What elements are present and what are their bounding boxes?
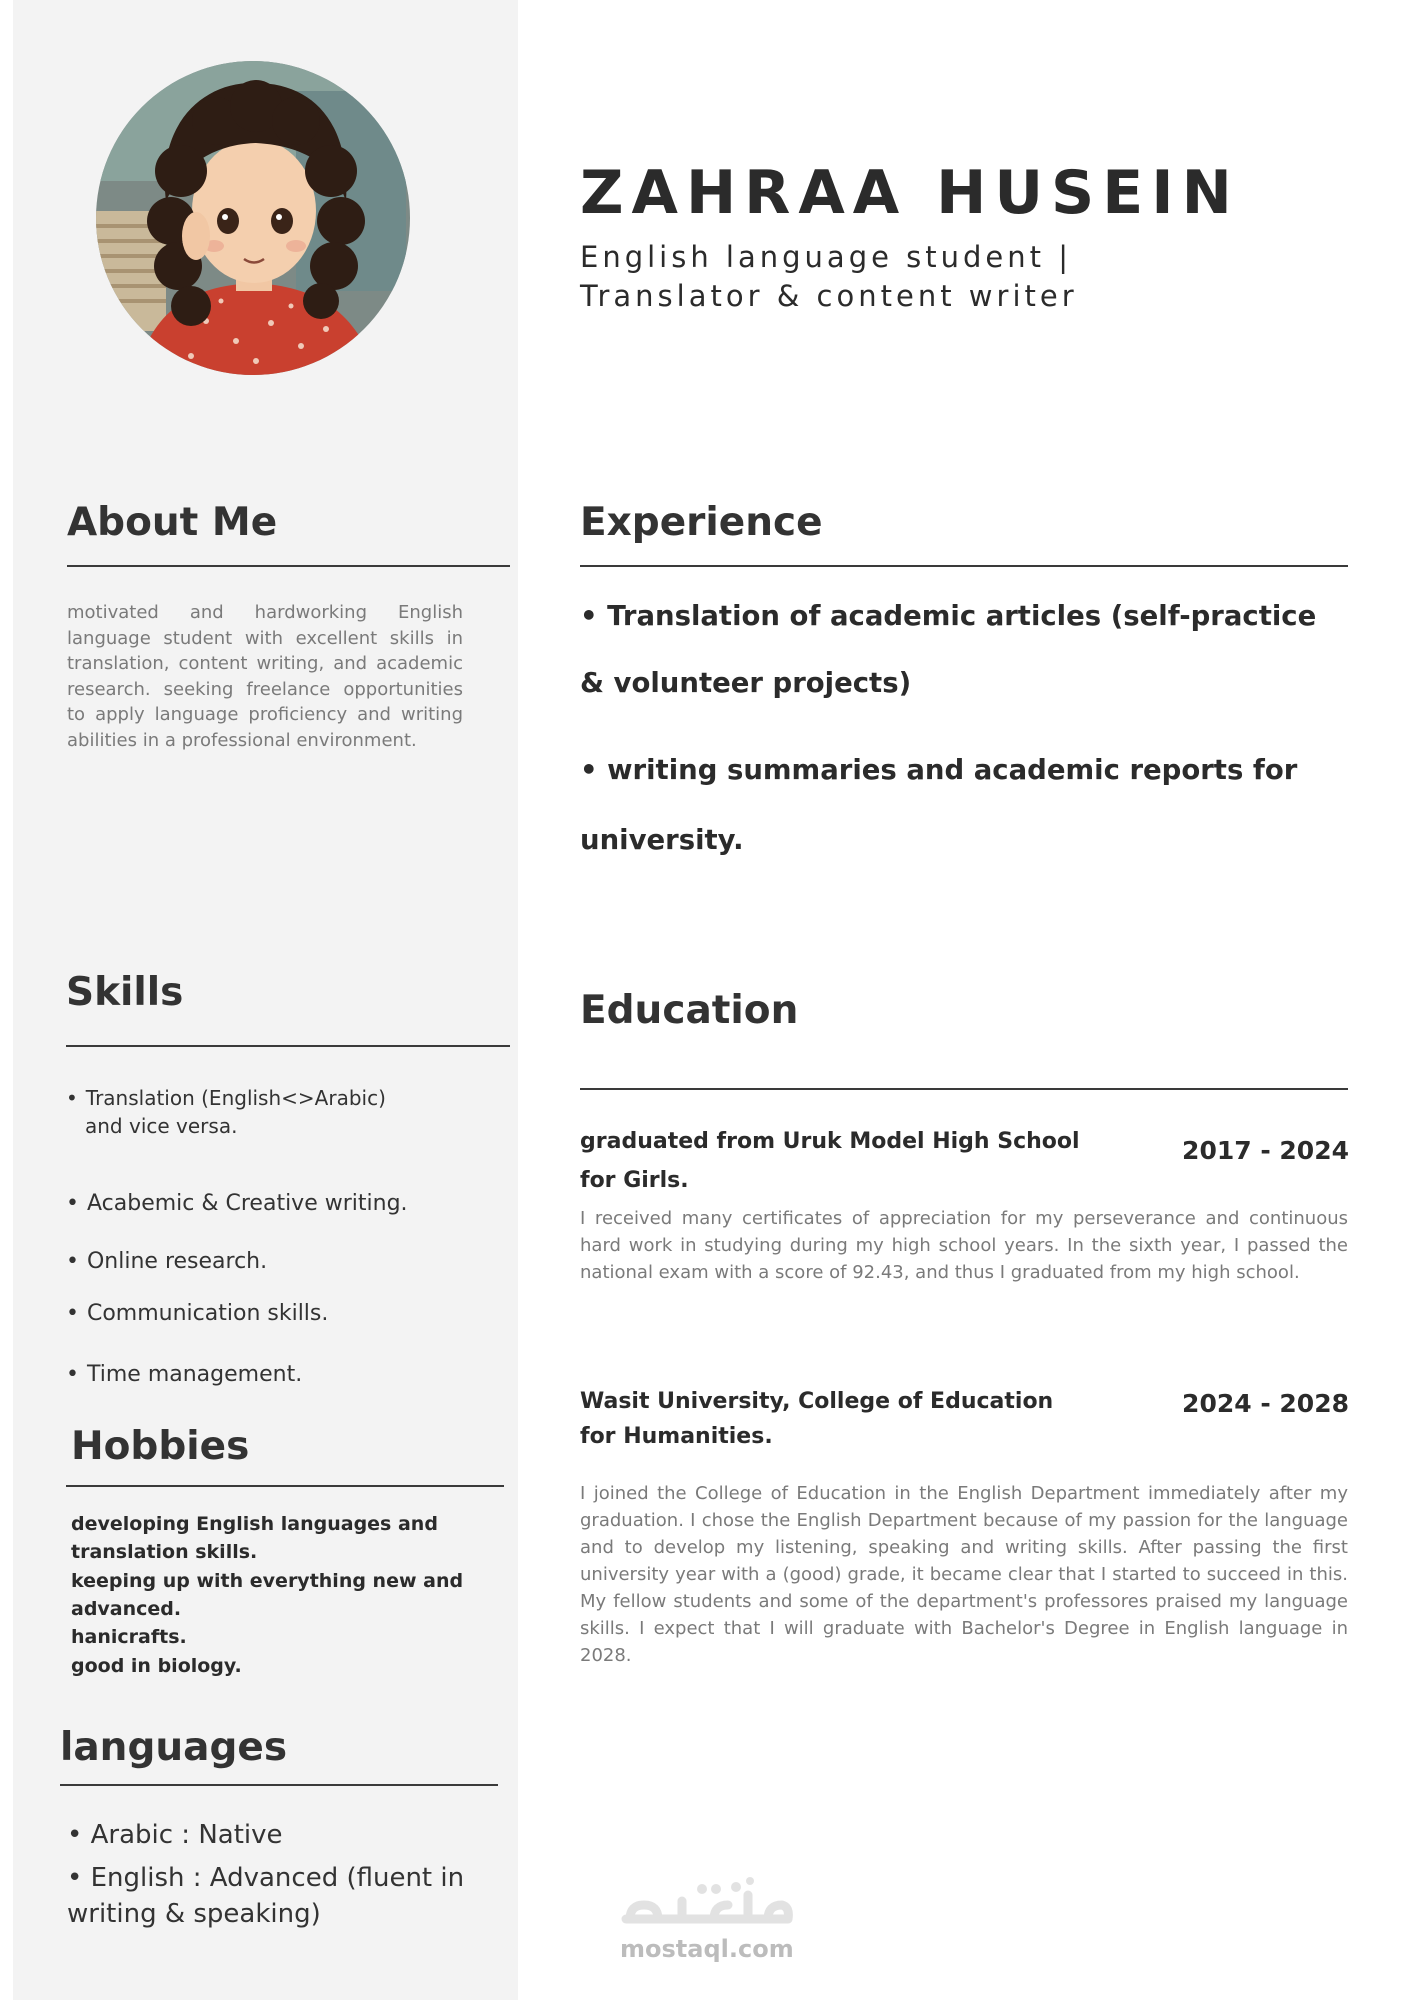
experience-divider [580, 565, 1348, 567]
bullet-icon: • [66, 1191, 79, 1216]
experience-item-1-line-1: • Translation of academic articles (self-practice [580, 600, 1317, 632]
subtitle-line-1: English language student | [580, 240, 1073, 274]
experience-heading: Experience [580, 500, 823, 545]
skills-divider [66, 1045, 510, 1047]
about-text: motivated and hardworking English language student with excellent skills in translation, content writing, and academic research. seeking freelance opportunities to apply language proficiency and writing abilities in a professional environment. [67, 602, 463, 751]
education-heading: Education [580, 988, 799, 1033]
person-name: ZAHRAA HUSEIN [580, 158, 1240, 228]
about-heading: About Me [67, 500, 278, 545]
education-entry-2-title: Wasit University, College of Education [580, 1389, 1054, 1414]
skill-item [66, 1084, 386, 1112]
bullet-icon: • [66, 1301, 79, 1326]
mostaql-watermark-text: mostaql.com [620, 1935, 794, 1963]
education-entry-2-years: 2024 - 2028 [1182, 1389, 1349, 1418]
skill-item [66, 1300, 328, 1328]
hobby-line: keeping up with everything new and [71, 1570, 464, 1592]
hobby-line: hanicrafts. [71, 1626, 187, 1648]
education-entry-1-title-continued: for Girls. [580, 1168, 689, 1193]
skill-item [66, 1248, 267, 1276]
hobby-line: advanced. [71, 1598, 182, 1620]
experience-item-2-line-1: • writing summaries and academic reports for [580, 754, 1298, 786]
education-entry-1-years: 2017 - 2024 [1182, 1136, 1349, 1165]
education-entry-2-title-continued: for Humanities. [580, 1424, 773, 1449]
hobbies-heading: Hobbies [71, 1424, 250, 1469]
bullet-icon: • [66, 1249, 79, 1274]
portrait-illustration-icon [96, 61, 410, 375]
experience-item-1-line-2: & volunteer projects) [580, 667, 912, 699]
skill-item [66, 1361, 302, 1389]
hobby-line: translation skills. [71, 1541, 258, 1563]
skill-label: Acabemic & Creative writing. [86, 1191, 408, 1216]
skills-heading: Skills [66, 970, 184, 1015]
mostaql-logo [618, 1875, 798, 1939]
language-item-continuation: writing & speaking) [67, 1899, 321, 1929]
skill-item [66, 1190, 408, 1218]
education-entry-1-description: I received many certificates of appreciation for my perseverance and continuous hard work in studying during my high school years. In the sixth year, I passed the national exam with a score of 92.43, and thus I graduated from my high school. [580, 1208, 1348, 1283]
skill-item-continuation: and vice versa. [85, 1114, 238, 1138]
languages-heading: languages [60, 1725, 288, 1770]
profile-photo [96, 61, 410, 375]
skill-label: Translation (English<>Arabic) [85, 1086, 386, 1110]
language-item: • Arabic : Native [67, 1820, 283, 1850]
about-divider [67, 565, 510, 567]
hobby-line: developing English languages and [71, 1513, 438, 1535]
education-divider [580, 1088, 1348, 1090]
skill-label: Online research. [86, 1249, 268, 1274]
bullet-icon: • [66, 1362, 79, 1387]
skill-label: Time management. [86, 1362, 303, 1387]
languages-divider [60, 1784, 498, 1786]
language-item: • English : Advanced (fluent in [67, 1863, 465, 1893]
education-entry-2-description: I joined the College of Education in the English Department immediately after my graduation. I chose the English Department because of my passion for the language and to develop my listening, speaking and writing skills. After passing the first university year with a (good) grade, it became clear that I started to succeed in this. My fellow students and some of the department's professores praised my language skills. I expect that I will graduate with Bachelor's Degree in English language in 2028. [580, 1483, 1348, 1666]
experience-item-2-line-2: university. [580, 824, 744, 856]
subtitle-line-2: Translator & content writer [580, 279, 1078, 313]
hobby-line: good in biology. [71, 1655, 242, 1677]
hobbies-divider [66, 1485, 504, 1487]
mostaql-logo-icon [618, 1875, 798, 1935]
education-entry-1-title: graduated from Uruk Model High School [580, 1129, 1080, 1154]
bullet-icon: • [66, 1086, 78, 1110]
skill-label: Communication skills. [86, 1301, 329, 1326]
